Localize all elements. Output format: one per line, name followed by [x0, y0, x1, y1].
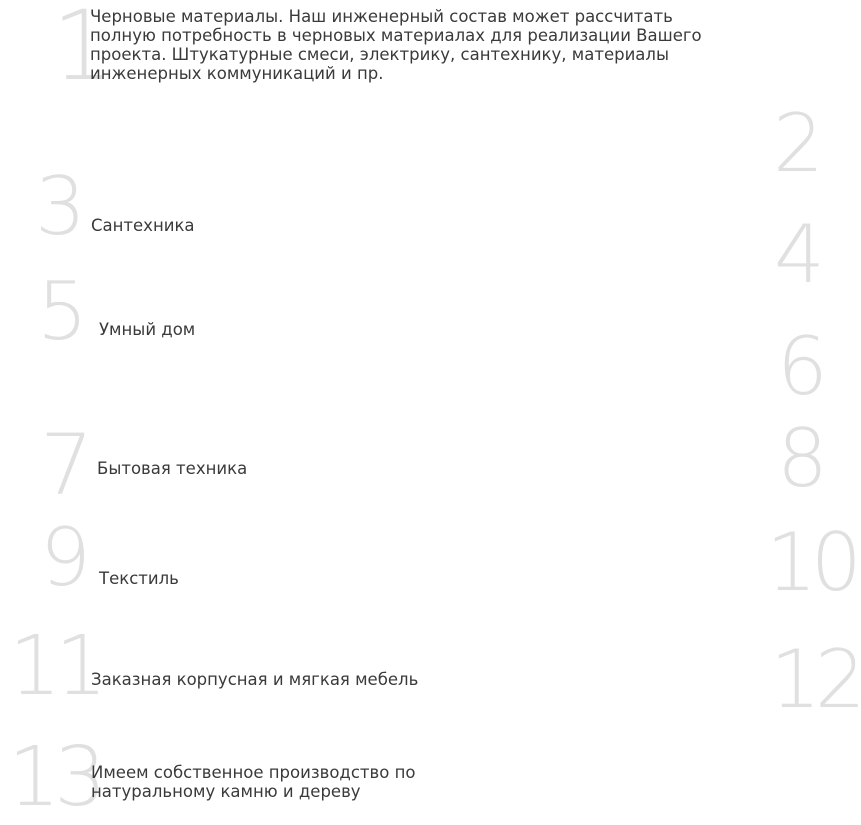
item-line: Умный дом: [99, 320, 196, 339]
item-number-4: 4: [774, 208, 819, 301]
item-number-12: 12: [770, 633, 860, 726]
item-description-3: [91, 216, 195, 235]
item-number-13: 13: [8, 730, 101, 825]
item-number-5: 5: [37, 265, 82, 358]
item-line: Сантехника: [91, 216, 195, 235]
item-description-5: [99, 320, 195, 339]
item-number-3: 3: [35, 160, 80, 253]
item-description-1: [90, 7, 702, 83]
item-description-11: [91, 670, 418, 689]
item-line: Текстиль: [99, 569, 179, 588]
item-number-9: 9: [40, 511, 85, 604]
item-line: Имеем собственное производство по: [91, 763, 416, 782]
item-line: Заказная корпусная и мягкая мебель: [91, 670, 419, 689]
item-line: Бытовая техника: [97, 459, 248, 478]
item-line: полную потребность в черновых материалах для реализации Вашего: [90, 26, 702, 45]
item-number-6: 6: [777, 320, 822, 413]
item-line: натуральному камню и дереву: [91, 782, 361, 801]
item-line: инженерных коммуникаций и пр.: [90, 64, 384, 83]
item-description-9: [99, 569, 179, 588]
item-description-13: [91, 763, 415, 801]
item-line: проекта. Штукатурные смеси, электрику, сантехнику, материалы: [90, 45, 669, 64]
item-number-2: 2: [773, 97, 818, 190]
item-description-7: [97, 459, 247, 478]
item-number-1: 1: [52, 0, 108, 102]
item-number-11: 11: [9, 619, 102, 714]
item-number-8: 8: [777, 412, 822, 505]
item-line: Черновые материалы. Наш инженерный состав может рассчитать: [90, 7, 673, 26]
item-number-7: 7: [40, 416, 88, 514]
item-number-10: 10: [766, 516, 856, 609]
